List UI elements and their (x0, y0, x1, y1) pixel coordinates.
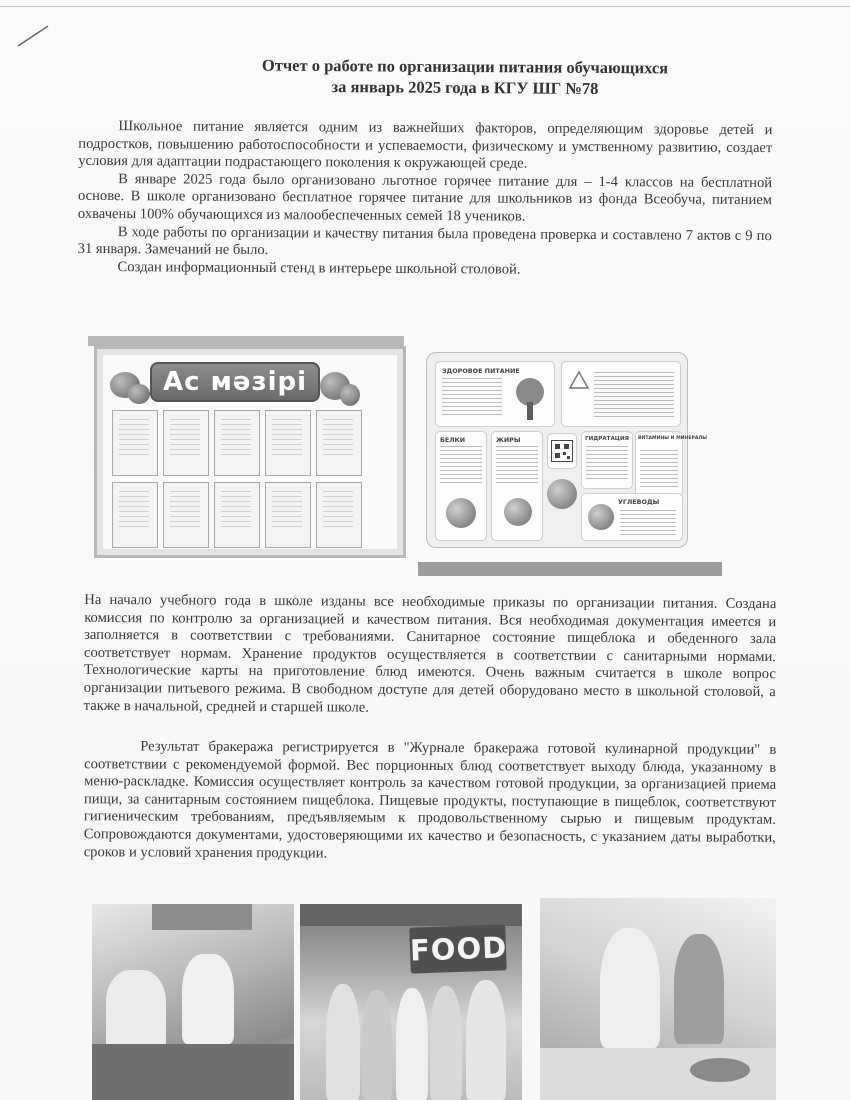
report-title (140, 54, 790, 101)
menu-pocket (316, 410, 362, 476)
menu-board-photo-border (88, 336, 404, 346)
poster-text-lines (442, 378, 502, 418)
paragraph-info-stand: Создан информационный стенд в интерьере школьной столовой. (117, 258, 521, 278)
warning-triangle-icon (568, 370, 590, 390)
photo-person (600, 928, 660, 1048)
poster-text-lines (594, 372, 674, 420)
paragraph-orders-commission: На начало учебного года в школе изданы все необходимые приказы по организации питания. Создана комиссия по контролю за организацией и качеством питания. Вся необходимая документация имеется и заполняется в соответствии с требованиями. Санитарное состояние пищеблока и обеденного зала соответствует нормам. Хранение продуктов осуществляется в соответствии с санитарными нормами. Технологические карты на приготовление блюд имеются. Очень важным считается в школе вопрос организации питьевого режима. В свободном доступе для детей оборудовано место в школьной столовой, а также в начальной, средней и старшей школе. (83, 591, 777, 716)
quality-control-text-block (84, 738, 777, 865)
menu-pocket (112, 482, 158, 548)
poster-hydration-label: ГИДРАТАЦИЯ (585, 436, 629, 442)
fruit-decoration-left-2 (128, 384, 150, 404)
report-title-line-1: Отчет о работе по организации питания обучающихся (261, 55, 669, 78)
paragraph-january-meals: В январе 2025 года было организовано льготное горячее питание для – 1-4 классов на бесплатной основе. В школе организовано бесплатное горячее питание для школьников из фонда Всеобуча, питанием охвачены 100% обучающихся из малообеспеченных семей 18 учеников. (77, 170, 773, 225)
poster-photo-border (418, 562, 722, 576)
pen-stroke-mark (14, 20, 54, 50)
photo-banner (300, 904, 522, 926)
photo-counter (92, 1044, 294, 1100)
poster-card-carbs (581, 493, 683, 541)
kitchen-staff-photo (92, 904, 294, 1100)
poster-title: ЗДОРОВОЕ ПИТАНИЕ (442, 367, 520, 375)
menu-pocket (214, 482, 260, 548)
photo-person (326, 984, 360, 1100)
healthy-food-poster-photo (426, 352, 707, 548)
organization-text-block (84, 592, 777, 719)
poster-qr-code (547, 433, 577, 469)
food-sign: FOOD (409, 924, 507, 973)
food-illustration (547, 479, 577, 509)
menu-pocket (163, 410, 209, 476)
poster-text-lines (440, 446, 482, 486)
poster-card-hydration (581, 431, 633, 489)
poster-card-healthy-eating (435, 361, 555, 427)
photo-person (396, 988, 428, 1100)
food-illustration (446, 498, 476, 528)
poster-card-fats (491, 431, 543, 541)
paragraph-inspection-acts: В ходе работы по организации и качеству питания была проведена проверка и составлено 7 актов с 9 по 31 января. Замечаний не было. (77, 223, 772, 259)
tree-icon (510, 376, 550, 422)
menu-pocket (112, 410, 158, 476)
poster-card-vitamins (635, 431, 707, 497)
menu-pocket (163, 482, 209, 548)
photo-person (674, 934, 724, 1044)
poster-vitamins-label: ВИТАМИНЫ И МИНЕРАЛЫ (638, 436, 707, 441)
photo-dish (690, 1058, 750, 1082)
menu-pocket (265, 482, 311, 548)
poster-card-proteins (435, 431, 487, 541)
poster-fats-label: ЖИРЫ (496, 436, 521, 444)
report-title-line-2: за январь 2025 года в КГУ ШГ №78 (331, 77, 599, 98)
menu-board-heading: Ас мәзірі (150, 362, 320, 402)
photo-person (362, 990, 392, 1100)
paragraph-brakerazh-journal: Результат бракеража регистрируется в "Журнале бракеража готовой кулинарной продукции" в соответствии с рекомендуемой формой. Вес порционных блюд соответствует выходу блюда, указанному в меню-раскладке. Комиссия осуществляет контроль за качеством готовой продукции, за организацией приема пищи, за санитарным состоянием пищеблока. Пищевые продукты, поступающие в пищеблок, соответствуют гигиеническим требованиям, предъявляемым к продовольственному сырью и пищевым продуктам. Сопровождаются документами, удостоверяющими их качество и безопасность, с указанием даты выработки, сроков и условий хранения продукции. (83, 738, 777, 862)
food-illustration (504, 498, 532, 526)
photo-figure (182, 954, 234, 1044)
menu-pocket (265, 410, 311, 476)
photo-person (430, 986, 462, 1100)
poster-text-lines (586, 446, 628, 482)
scan-top-edge (0, 6, 850, 7)
intro-text-block (78, 118, 773, 281)
photo-figure (106, 970, 166, 1050)
poster-card-warning (561, 361, 681, 427)
qr-code-icon (551, 440, 573, 462)
food-fair-group-photo (300, 904, 522, 1100)
poster-proteins-label: БЕЛКИ (440, 436, 466, 444)
poster-text-lines (640, 450, 678, 490)
photo-wall-sign (152, 904, 252, 930)
paragraph-school-nutrition: Школьное питание является одним из важнейших факторов, определяющим здоровье детей и подростков, повышению работоспособности и успеваемости, физическому и умственному развитию, создает условия для адаптации подрастающего поколения к окружающей среде. (78, 118, 773, 172)
poster-text-lines (620, 510, 676, 536)
poster-carbs-label: УГЛЕВОДЫ (618, 498, 660, 506)
poster-text-lines (496, 446, 538, 486)
serving-line-photo (540, 898, 776, 1100)
fruit-decoration-right-2 (340, 384, 360, 406)
menu-pocket (214, 410, 260, 476)
menu-pocket (316, 482, 362, 548)
food-illustration (588, 504, 614, 530)
photo-person (466, 980, 506, 1100)
